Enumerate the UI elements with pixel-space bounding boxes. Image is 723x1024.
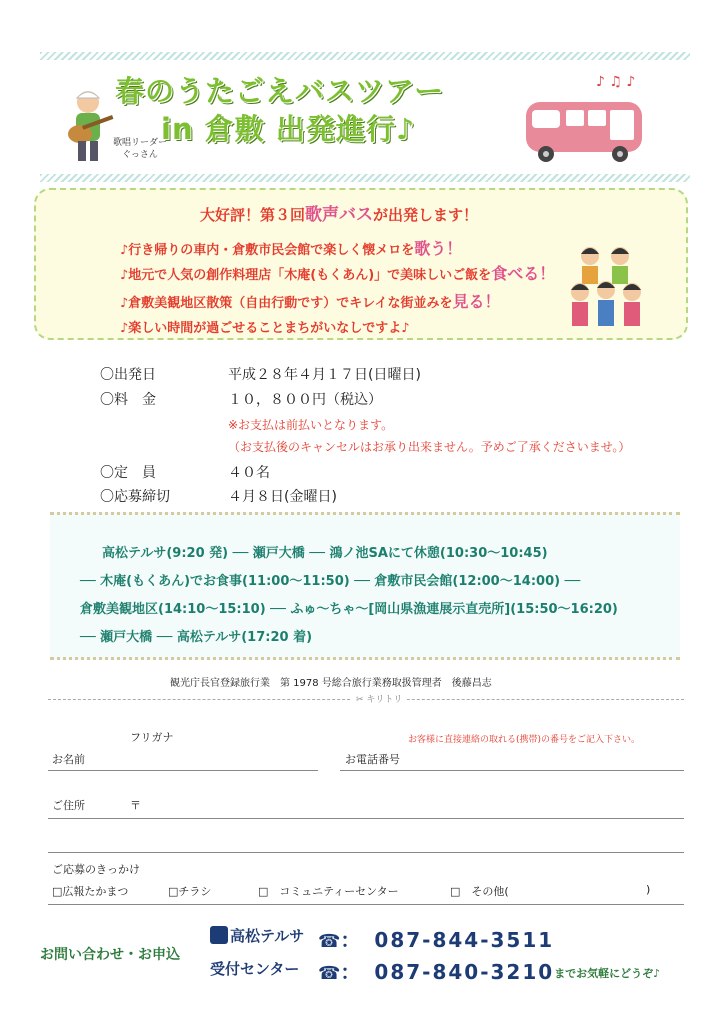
tel-reception-note: までお気軽にどうぞ♪	[554, 967, 661, 980]
info-capacity	[100, 462, 270, 482]
address-field-line-1[interactable]	[48, 818, 684, 819]
scissors-icon: ✂ キリトリ	[352, 692, 406, 705]
capacity-label: 〇定 員	[100, 465, 156, 481]
departure-label: 〇出発日	[100, 367, 156, 383]
promo-line-text: ♪地元で人気の創作料理店「木庵(もくあん)」で美味しいご飯を	[120, 268, 492, 283]
form-bottom-line	[48, 904, 684, 905]
address-label: ご住所	[52, 799, 85, 812]
promo-line-sing	[120, 236, 462, 259]
promo-head-tail: が出発します！	[373, 206, 479, 224]
furigana-label: フリガナ	[130, 731, 174, 744]
option-other-close: )	[646, 883, 651, 896]
fee-note-prepay: ※お支払は前払いとなります。	[228, 418, 394, 432]
info-fee	[100, 389, 382, 409]
singing-children-illustration	[568, 240, 648, 330]
singer-caption	[113, 137, 167, 161]
route-line-1: 高松テルサ(9:20 発) ── 瀬戸大橋 ── 鴻ノ池SAにて休憩(10:30～10:45)	[102, 546, 548, 561]
title-line-1: 春のうたごえバスツアー	[115, 74, 445, 108]
singer-caption-role: 歌唱リーダー	[113, 138, 168, 148]
title-line-2: in 倉敷 出発進行♪	[161, 112, 416, 146]
option-koho-checkbox[interactable]: □広報たかまつ	[52, 885, 129, 898]
promo-head-text: 大好評！第３回	[200, 206, 306, 224]
info-departure	[100, 364, 421, 384]
promo-headline	[200, 200, 478, 225]
page-title	[115, 72, 525, 148]
route-line-3: 倉敷美観地区(14:10～15:10) ── ふゅ～ちゃ～[岡山県漁連展示直売所](15:50～16:20)	[80, 602, 618, 617]
tel-telsa-number: ： 087-844-3511	[340, 928, 555, 952]
deadline-label: 〇応募締切	[100, 489, 170, 505]
option-flyer-checkbox[interactable]: □チラシ	[168, 885, 212, 898]
route-line-4: ── 瀬戸大橋 ── 高松テルサ(17:20 着)	[80, 630, 313, 645]
cut-label: キリトリ	[366, 695, 403, 705]
header-stripe-top	[40, 52, 690, 60]
telsa-logo-icon	[210, 926, 228, 944]
name-field[interactable]	[48, 770, 318, 771]
telsa-logo	[210, 925, 304, 946]
phone-icon: ☎	[318, 963, 341, 984]
reason-label: ご応募のきっかけ	[52, 863, 140, 876]
fee-note-cancel: （お支払後のキャンセルはお承り出来ません。予めご了承くださいませ。）	[228, 440, 631, 454]
capacity-value: ４０名	[228, 465, 270, 481]
tel-reception-number: ： 087-840-3210	[340, 960, 555, 984]
phone-note: お客様に直接連絡の取れる(携帯)の番号をご記入下さい。	[408, 735, 641, 745]
phone-field[interactable]	[340, 770, 684, 771]
agency-license: 観光庁長官登録旅行業 第 1978 号総合旅行業務取扱管理者 後藤昌志	[170, 678, 492, 689]
bus-illustration	[522, 96, 646, 166]
header-stripe-bottom	[40, 174, 690, 182]
phone-icon: ☎	[318, 931, 341, 952]
contact-label: お問い合わせ・お申込	[40, 947, 180, 963]
fee-label: 〇料 金	[100, 392, 156, 408]
singer-caption-name: ぐっさん	[122, 150, 158, 160]
name-label: お名前	[52, 753, 85, 766]
departure-value: 平成２８年４月１７日(日曜日)	[228, 367, 421, 383]
fee-value: １０，８００円（税込）	[228, 392, 382, 408]
postal-mark: 〒	[130, 799, 141, 812]
promo-head-emphasis: 歌声バス	[305, 205, 374, 225]
promo-line-emphasis: 見る！	[452, 292, 501, 311]
promo-line-eat	[120, 261, 555, 284]
telsa-name: 高松テルサ	[230, 927, 305, 945]
promo-line-emphasis: 食べる！	[491, 264, 556, 283]
phone-label: お電話番号	[345, 753, 400, 766]
deadline-value: ４月８日(金曜日)	[228, 489, 337, 505]
option-other-checkbox[interactable]: □ その他(	[450, 885, 509, 898]
promo-line-fun: ♪楽しい時間が過ごせることまちがいなしですよ♪	[120, 321, 410, 336]
info-deadline	[100, 486, 337, 506]
promo-line-text: ♪行き帰りの車内・倉敷市民会館で楽しく懐メロを	[120, 243, 415, 258]
tel-telsa[interactable]	[318, 924, 554, 953]
tel-reception[interactable]	[318, 956, 660, 985]
promo-line-see	[120, 289, 501, 312]
address-field-line-2[interactable]	[48, 852, 684, 853]
promo-line-emphasis: 歌う！	[414, 239, 463, 258]
route-line-2: ── 木庵(もくあん)でお食事(11:00～11:50) ── 倉敷市民会館(12:00～14:00) ──	[80, 574, 581, 589]
promo-line-text: ♪倉敷美観地区散策（自由行動です）でキレイな街並みを	[120, 296, 453, 311]
reception-center-label: 受付センター	[210, 960, 300, 978]
option-community-checkbox[interactable]: □ コミュニティーセンター	[258, 885, 399, 898]
guitar-singer-illustration	[58, 86, 118, 166]
music-notes-icon: ♪ ♫ ♪	[596, 74, 636, 90]
